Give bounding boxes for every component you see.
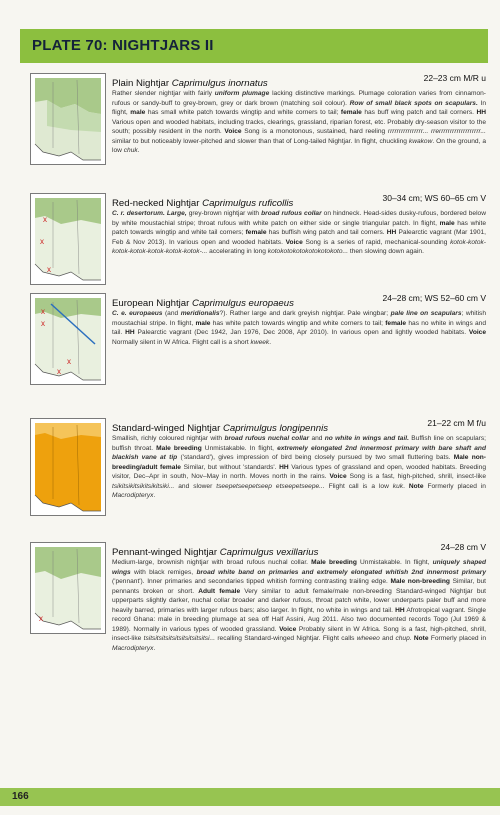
range-map [30, 293, 106, 385]
species-entry [30, 418, 486, 533]
species-description: Medium-large, brownish nightjar with broad rufous nuchal collar. Male breeding Unmistakable. In flight, uniquely shaped wings with black remiges, broad white band on primaries and extremely elongated whitish 2nd innermost primary ('pennant'). Inner primaries and secondaries tipped whitish forming contrasting trailing edge. Male non-breeding Similar, but pennants broken or short. Adult female Very similar to adult female/male non-breeding Standard-winged Nightjar but upperparts slightly darker, nuchal collar broader and darker rufous, throat patch white, lower underparts paler buff and more heavily barred, primaries with larger rufous bars; also larger. In flight, no white in wings and tail. HH Afrotropical vagrant. Single record Ghana: male in breeding plumage at sea off Half Assini, Aug 2011. Also two documented records Togo (Jul 1969 & 1989). Normally in various types of wooded grassland. Voice Probably silent in W Africa. Song is a fast, high-pitched, shrill, insect-like tsitsitsitsitsitsitsitsitsitsi... recalling Standard-winged Nightjar. Flight calls wheeeo and chup. Note Formerly placed in Macrodipteryx. [112, 559, 487, 652]
plate-header [20, 29, 488, 63]
record-marker: x [43, 215, 47, 224]
species-size: 30–34 cm; WS 60–65 cm V [382, 193, 486, 203]
species-description: C. r. desertorum. Large, grey-brown nightjar with broad rufous collar on hindneck. Head-sides dusky-rufous, bordered below by white moustachial stripe; throat rufous with white patch on either side or single triangular patch. In flight, male has white patch towards wingtip and white tail corners; female has buffish wing patch and tail corners. HH Palearctic vagrant (Mar 1901, Feb & Nov 2013). In various open and wooded habitats. Voice Song is a series of rapid, mechanical-sounding kotok-kotok-kotok-kotok-kotok-kotok-kotok-... accelerating in long kotokotokotokotokotokoto... then slowing down again. [112, 210, 486, 256]
species-size: 21–22 cm M f/u [427, 418, 486, 428]
species-size: 22–23 cm M/R u [423, 73, 486, 83]
species-description: C. e. europaeus (and meridionalis?). Rather large and dark greyish nightjar. Pale wingbar; pale line on scapulars; whitish moustachial stripe. In flight, male has white patch towards wingtip and white corners to tail; female has no white in wings and tail. HH Palearctic vagrant (Dec 1942, Jan 1976, Dec 2008, Apr 2010). In various open and lightly wooded habitats. Voice Normally silent in W Africa. Flight call is a short kweek. [112, 310, 487, 346]
plate-title: PLATE 70: NIGHTJARS II [32, 37, 214, 54]
range-map [30, 73, 106, 165]
species-name: Red-necked Nightjar Caprimulgus ruficollis [112, 198, 294, 209]
footer-band [0, 788, 500, 806]
species-entry [30, 293, 486, 383]
record-marker: x [41, 307, 45, 316]
range-map [30, 418, 106, 516]
range-map [30, 542, 106, 634]
species-name: Standard-winged Nightjar Caprimulgus longipennis [112, 423, 328, 434]
species-entry [30, 542, 486, 742]
record-marker: x [41, 319, 45, 328]
species-size: 24–28 cm; WS 52–60 cm V [382, 293, 486, 303]
species-entry [30, 73, 486, 183]
species-name: Plain Nightjar Caprimulgus inornatus [112, 78, 268, 89]
species-entry [30, 193, 486, 283]
record-marker: x [47, 265, 51, 274]
species-description: Rather slender nightjar with fairly uniform plumage lacking distinctive markings. Plumage coloration varies from cinnamon-rufous or sandy-buff to grey-brown, grey or dark brown (matching soil colour). Row of small black spots on scapulars. In flight, male has small white patch towards wingtip and white corners to tail; female has buff wing patch and tail corners. HH Various open and wooded habitats, including tracks, clearings, grassland, riparian forest, etc. Probably dry-season visitor to the south; possibly resident in the north. Voice Song is a monotonous, sustained, hard reeling rrrrrrrrrrrrrrrr... rrerrrrrrrrrrrrrrrrrrr... similar to but noticeably lower-pitched and slower than that of Long-tailed Nightjar. In flight, chuckling kwakow. On the ground, a low chuk. [112, 90, 487, 155]
species-name: European Nightjar Caprimulgus europaeus [112, 298, 294, 309]
species-size: 24–28 cm V [440, 542, 486, 552]
page-number: 166 [12, 791, 29, 802]
record-marker: x [39, 614, 43, 623]
species-description: Smallish, richly coloured nightjar with broad rufous nuchal collar and no white in wings and tail. Buffish line on scapulars; buffish throat. Male breeding Unmistakable. In flight, extremely elongated 2nd innermost primary with bare shaft and blackish vane at tip ('standard'), gives impression of bird being closely pursued by two small fluttering bats. Male non-breeding/adult female Similar, but without 'standards'. HH Various types of grassland and open, wooded habitats. Breeding visitor, Dec–Apr in south, Nov–May in north. Moves north in the rains. Voice Song is a fast, high-pitched, shrill, insect-like tsikitsikitsikitsikitsiki... and slower tseepetseepetseep etseepetseepe... Flight call is a low kuk. Note Formerly placed in Macrodipteryx. [112, 435, 486, 500]
record-marker: x [67, 357, 71, 366]
record-marker: x [57, 367, 61, 376]
species-name: Pennant-winged Nightjar Caprimulgus vexillarius [112, 547, 319, 558]
range-map [30, 193, 106, 285]
record-marker: x [40, 237, 44, 246]
